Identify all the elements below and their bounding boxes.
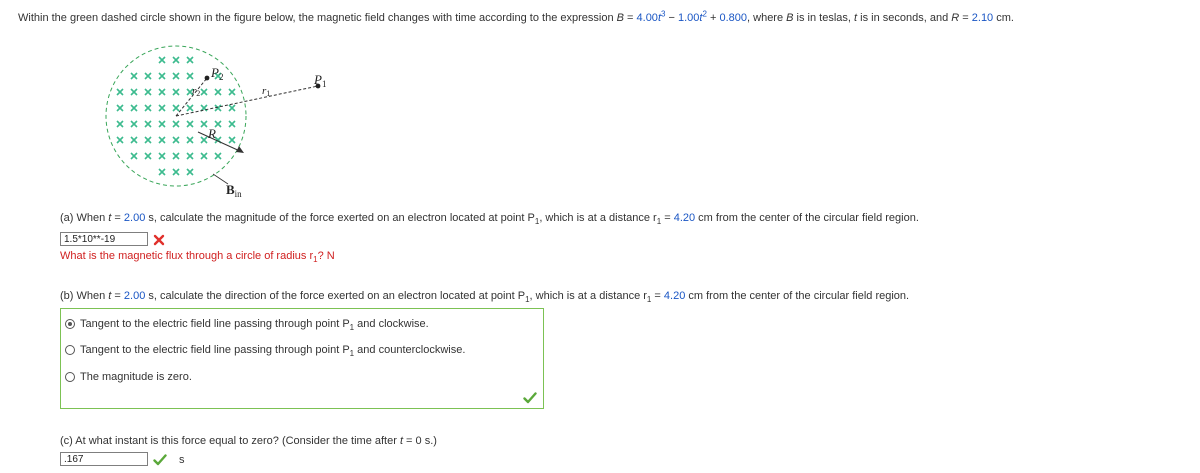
field-cross-icon xyxy=(159,153,165,159)
field-cross-icon xyxy=(145,89,151,95)
field-cross-icon xyxy=(187,153,193,159)
problem-statement: Within the green dashed circle shown in the figure below, the magnetic field changes with time according to the expression $B = 4.00t^3 - 1.00t^2 + 0.800$, where B is in teslas, t is in seconds, and R = 2.10 cm. xyxy=(18,9,1014,24)
correct-check-icon xyxy=(153,454,167,466)
choice-zero[interactable]: The magnitude is zero. xyxy=(65,370,192,384)
unit-label: s xyxy=(179,454,185,466)
radio-icon[interactable] xyxy=(65,372,75,382)
field-cross-icon xyxy=(173,105,179,111)
point-p2-dot xyxy=(205,76,210,81)
magnetic-field-figure xyxy=(104,42,374,202)
field-cross-icon xyxy=(173,57,179,63)
field-cross-icon xyxy=(145,121,151,127)
radius-value: 2.10 xyxy=(971,12,994,24)
field-cross-icon xyxy=(201,89,207,95)
label-R: R xyxy=(208,126,216,141)
field-cross-icon xyxy=(187,169,193,175)
coefficient-2: $1.00t^2$ xyxy=(678,9,707,24)
field-cross-icon xyxy=(117,105,123,111)
field-cross-icon xyxy=(229,105,235,111)
field-cross-icon xyxy=(173,73,179,79)
field-cross-icon xyxy=(131,73,137,79)
field-cross-icon xyxy=(145,137,151,143)
label-p2: $P_2$ xyxy=(211,65,224,82)
field-cross-icon xyxy=(131,89,137,95)
field-cross-icon xyxy=(229,137,235,143)
field-cross-icon xyxy=(173,169,179,175)
field-cross-icon xyxy=(159,137,165,143)
incorrect-x-icon xyxy=(153,234,165,246)
radio-icon[interactable] xyxy=(65,345,75,355)
field-cross-icon xyxy=(145,105,151,111)
radio-selected-icon[interactable] xyxy=(65,319,75,329)
coefficient-3: 0.800 xyxy=(719,12,748,24)
field-cross-icon xyxy=(215,153,221,159)
field-cross-icon xyxy=(173,121,179,127)
field-cross-icon xyxy=(159,73,165,79)
field-cross-icon xyxy=(131,153,137,159)
question-b-text: (b) When t = 2.00 s, calculate the direction of the force exerted on an electron located at point $P_1$, which is at a distance $r_1 = 4.20$ cm from the center of the circular field region. xyxy=(60,290,910,305)
hint-text: What is the magnetic flux through a circle of radius $r_1$? N xyxy=(60,250,335,265)
field-cross-icon xyxy=(117,137,123,143)
field-cross-icon xyxy=(187,121,193,127)
label-p1: $P_1$ xyxy=(314,72,327,89)
field-cross-icon xyxy=(229,89,235,95)
field-cross-icon xyxy=(131,121,137,127)
coefficient-1: $4.00t^3$ xyxy=(636,9,666,24)
field-cross-icon xyxy=(187,57,193,63)
correct-check-icon xyxy=(523,392,537,404)
field-cross-icon xyxy=(159,105,165,111)
question-a-text: (a) When t = 2.00 s, calculate the magnitude of the force exerted on an electron located at point $P_1$, which is at a distance $r_1 = 4.20$ cm from the center of the circular field region. xyxy=(60,212,919,227)
field-cross-icon xyxy=(131,105,137,111)
field-cross-icon xyxy=(173,153,179,159)
field-cross-icon xyxy=(187,73,193,79)
answer-a-input[interactable]: 1.5*10**-19 xyxy=(60,232,148,246)
field-cross-icon xyxy=(201,153,207,159)
question-c-text: (c) At what instant is this force equal to zero? (Consider the time after t = 0 s.) xyxy=(60,435,437,447)
field-cross-icon xyxy=(215,89,221,95)
radius-arrow-R xyxy=(198,132,242,152)
field-cross-icon xyxy=(117,89,123,95)
field-cross-icon xyxy=(229,121,235,127)
field-cross-icon xyxy=(201,137,207,143)
field-cross-icon xyxy=(131,137,137,143)
field-cross-icon xyxy=(145,73,151,79)
field-cross-icon xyxy=(159,121,165,127)
field-cross-icon xyxy=(159,57,165,63)
choice-counterclockwise[interactable]: Tangent to the electric field line passing through point $P_1$ and counterclockwise. xyxy=(65,343,465,357)
field-cross-icon xyxy=(145,153,151,159)
field-cross-icon xyxy=(117,121,123,127)
direction-choices xyxy=(60,308,544,409)
field-cross-icon xyxy=(201,121,207,127)
label-r2: r2 xyxy=(192,85,201,98)
answer-c-input[interactable]: .167 xyxy=(60,452,148,466)
label-r1: r1 xyxy=(262,85,271,98)
field-cross-icon xyxy=(173,89,179,95)
field-cross-icon xyxy=(187,105,193,111)
field-cross-icon xyxy=(159,169,165,175)
label-b-in: $B_{in}$ xyxy=(226,182,242,199)
field-cross-icon xyxy=(159,89,165,95)
choice-clockwise[interactable]: Tangent to the electric field line passing through point $P_1$ and clockwise. xyxy=(65,317,429,331)
field-cross-icon xyxy=(187,137,193,143)
field-cross-icon xyxy=(173,137,179,143)
